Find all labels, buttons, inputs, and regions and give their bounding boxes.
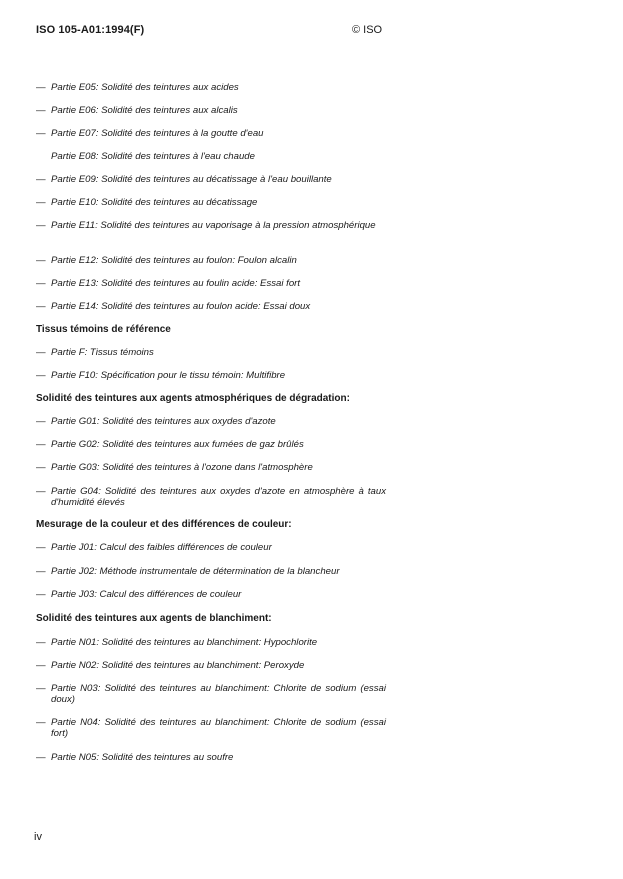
list-item bbox=[36, 416, 386, 427]
list-item bbox=[36, 439, 386, 450]
list-item bbox=[36, 566, 386, 577]
list-dash: — bbox=[36, 566, 46, 577]
copyright-notice: © ISO bbox=[352, 24, 383, 36]
list-item bbox=[36, 370, 386, 381]
list-item bbox=[36, 347, 386, 358]
list-item-text: Partie N01: Solidité des teintures au blanchiment: Hypochlorite bbox=[51, 637, 318, 648]
section-heading: Tissus témoins de référence bbox=[36, 324, 171, 335]
section-heading: Mesurage de la couleur et des différences de couleur: bbox=[36, 519, 292, 530]
list-dash: — bbox=[36, 220, 46, 231]
list-dash: — bbox=[36, 105, 46, 116]
list-item-text: Partie E07: Solidité des teintures à la goutte d'eau bbox=[51, 128, 264, 139]
list-item bbox=[36, 589, 386, 600]
list-item bbox=[36, 174, 386, 185]
list-item-text: Partie G04: Solidité des teintures aux oxydes d'azote en atmosphère à taux d'humidité élevés bbox=[51, 486, 386, 508]
list-dash: — bbox=[36, 439, 46, 450]
list-dash: — bbox=[36, 542, 46, 553]
list-dash: — bbox=[36, 717, 46, 728]
list-item-text: Partie N03: Solidité des teintures au blanchiment: Chlorite de sodium (essai doux) bbox=[51, 683, 386, 705]
list-dash: — bbox=[36, 683, 46, 694]
list-item-text: Partie G02: Solidité des teintures aux fumées de gaz brûlés bbox=[51, 439, 304, 450]
list-item bbox=[36, 197, 386, 208]
list-dash: — bbox=[36, 128, 46, 139]
list-item-text: Partie E12: Solidité des teintures au foulon: Foulon alcalin bbox=[51, 255, 297, 266]
list-item-text: Partie N02: Solidité des teintures au blanchiment: Peroxyde bbox=[51, 660, 305, 671]
list-item-text: Partie J01: Calcul des faibles différences de couleur bbox=[51, 542, 272, 553]
list-item-text: Partie E08: Solidité des teintures à l'eau chaude bbox=[51, 151, 255, 162]
list-item-text: Partie F: Tissus témoins bbox=[51, 347, 154, 358]
section-heading: Solidité des teintures aux agents atmosphériques de dégradation: bbox=[36, 393, 350, 404]
list-dash: — bbox=[36, 278, 46, 289]
list-dash: — bbox=[36, 589, 46, 600]
list-item-text: Partie E10: Solidité des teintures au décatissage bbox=[51, 197, 258, 208]
list-item-text: Partie N04: Solidité des teintures au blanchiment: Chlorite de sodium (essai fort) bbox=[51, 717, 386, 739]
list-item-text: Partie N05: Solidité des teintures au soufre bbox=[51, 752, 234, 763]
list-item-text: Partie E13: Solidité des teintures au foulin acide: Essai fort bbox=[51, 278, 301, 289]
list-item-text: Partie G01: Solidité des teintures aux oxydes d'azote bbox=[51, 416, 276, 427]
list-dash: — bbox=[36, 301, 46, 312]
list-item bbox=[36, 683, 386, 705]
list-item bbox=[36, 717, 386, 739]
list-item-text: Partie F10: Spécification pour le tissu témoin: Multifibre bbox=[51, 370, 286, 381]
list-item bbox=[36, 637, 386, 648]
list-dash: — bbox=[36, 416, 46, 427]
page-number: iv bbox=[34, 831, 42, 843]
list-dash: — bbox=[36, 255, 46, 266]
list-item bbox=[36, 105, 386, 116]
list-dash: — bbox=[36, 174, 46, 185]
list-item bbox=[36, 486, 386, 508]
list-item-text: Partie J03: Calcul des différences de couleur bbox=[51, 589, 242, 600]
list-dash: — bbox=[36, 637, 46, 648]
list-item-text: Partie E09: Solidité des teintures au décatissage à l'eau bouillante bbox=[51, 174, 332, 185]
list-dash: — bbox=[36, 752, 46, 763]
section-heading: Solidité des teintures aux agents de blanchiment: bbox=[36, 613, 272, 624]
list-item bbox=[36, 255, 386, 266]
list-item bbox=[36, 220, 386, 231]
list-item-text: Partie E14: Solidité des teintures au foulon acide: Essai doux bbox=[51, 301, 311, 312]
list-item-text: Partie G03: Solidité des teintures à l'ozone dans l'atmosphère bbox=[51, 462, 313, 473]
list-dash: — bbox=[36, 660, 46, 671]
list-dash: — bbox=[36, 462, 46, 473]
list-item bbox=[36, 660, 386, 671]
list-dash: — bbox=[36, 347, 46, 358]
list-item bbox=[36, 278, 386, 289]
list-dash: — bbox=[36, 82, 46, 93]
list-item bbox=[36, 462, 386, 473]
list-item bbox=[36, 151, 386, 162]
list-dash: — bbox=[36, 197, 46, 208]
list-dash: — bbox=[36, 370, 46, 381]
list-item bbox=[36, 752, 386, 763]
list-dash: — bbox=[36, 486, 46, 497]
list-item bbox=[36, 301, 386, 312]
list-item-text: Partie E05: Solidité des teintures aux acides bbox=[51, 82, 239, 93]
list-item bbox=[36, 128, 386, 139]
document-id: ISO 105-A01:1994(F) bbox=[36, 24, 145, 36]
list-item-text: Partie E11: Solidité des teintures au vaporisage à la pression atmosphérique bbox=[51, 220, 376, 231]
list-item-text: Partie J02: Méthode instrumentale de détermination de la blancheur bbox=[51, 566, 340, 577]
list-item bbox=[36, 82, 386, 93]
list-item bbox=[36, 542, 386, 553]
list-item-text: Partie E06: Solidité des teintures aux alcalis bbox=[51, 105, 238, 116]
